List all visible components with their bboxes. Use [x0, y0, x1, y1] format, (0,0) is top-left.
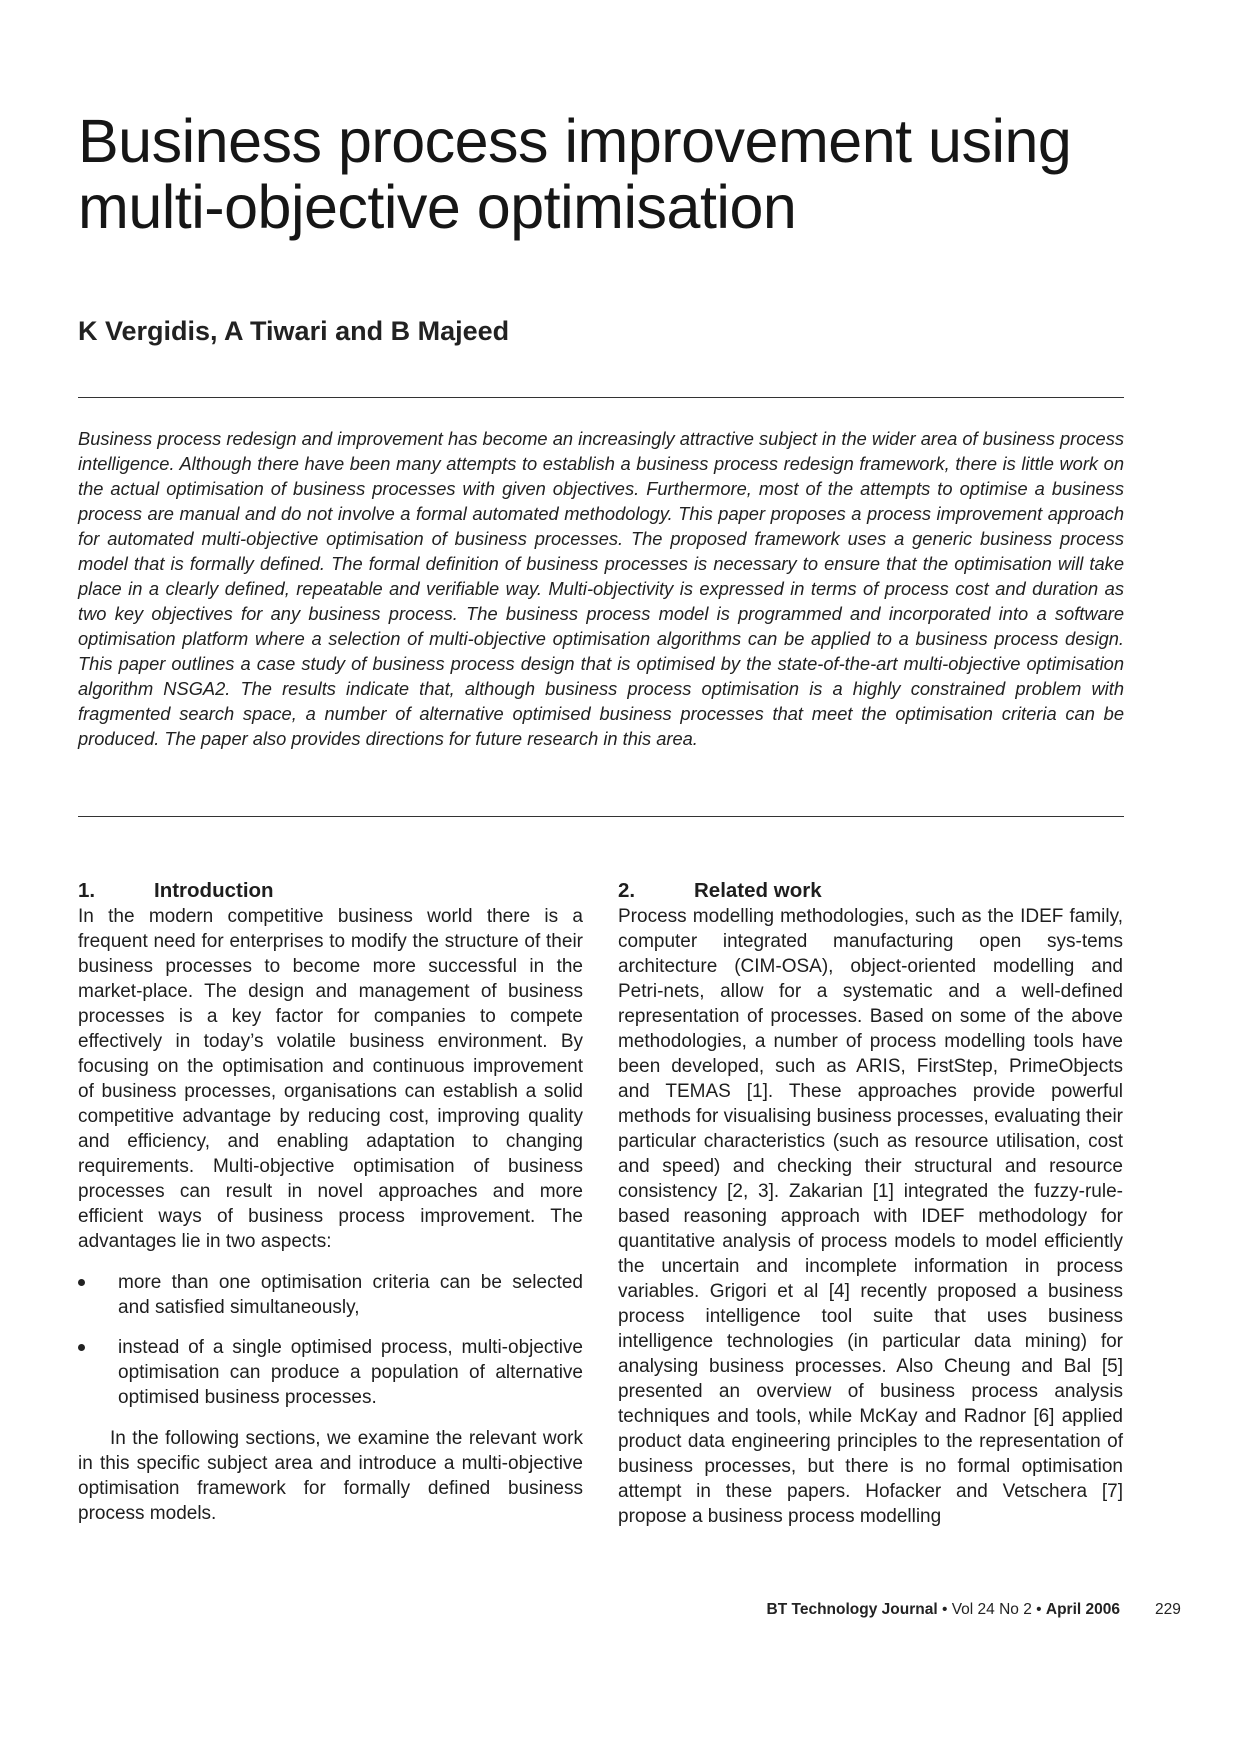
journal-volume: Vol 24 No 2	[951, 1601, 1032, 1618]
journal-name: BT Technology Journal	[766, 1601, 938, 1618]
section-heading-introduction	[78, 878, 583, 904]
authors: K Vergidis, A Tiwari and B Majeed	[78, 316, 510, 346]
section-title: Introduction	[154, 879, 274, 902]
list-item	[78, 1270, 583, 1320]
related-work-paragraph-1: Process modelling methodologies, such as the IDEF family, computer integrated manufacturing open sys-tems architecture (CIM-OSA), object-oriented modelling and Petri-nets, allow for a systematic and a well-defined representation of processes. Based on some of the above methodologies, a number of process modelling tools have been developed, such as ARIS, FirstStep, PrimeObjects and TEMAS [1]. These approaches provide powerful methods for visualising business processes, evaluating their particular characteristics (such as resource utilisation, cost and speed) and checking their structural and resource consistency [2, 3]. Zakarian [1] integrated the fuzzy-rule-based reasoning approach with IDEF methodology for quantitative analysis of process models to model efficiently the uncertain and incomplete information in process variables. Grigori et al [4] recently proposed a business process intelligence tool suite that uses business intelligence technologies (in particular data mining) for analysing business processes. Also Cheung and Bal [5] presented an overview of business process analysis techniques and tools, while McKay and Radnor [6] applied product data engineering principles to the representation of business processes, but there is no formal optimisation attempt in these papers. Hofacker and Vetschera [7] propose a business process modelling	[618, 906, 1123, 1527]
journal-footer	[640, 1601, 1120, 1619]
divider-top	[78, 397, 1124, 398]
page-number: 229	[1155, 1601, 1181, 1618]
list-item	[78, 1335, 583, 1410]
title-line-1: Business process improvement using	[78, 107, 1072, 175]
title-line-2: multi-objective optimisation	[78, 173, 797, 241]
bullet-icon	[78, 1279, 85, 1286]
paper-title	[78, 108, 1118, 240]
left-column	[78, 878, 583, 1526]
section-number: 2.	[618, 879, 636, 902]
section-heading-related-work	[618, 878, 1123, 904]
journal-date: April 2006	[1045, 1601, 1120, 1618]
advantages-list	[78, 1270, 583, 1410]
list-item-text: instead of a single optimised process, multi-objective optimisation can produce a population of alternative optimised business processes.	[118, 1337, 583, 1408]
right-column	[618, 878, 1123, 1529]
section-title: Related work	[694, 879, 822, 902]
footer-separator: •	[937, 1601, 952, 1618]
footer-separator: •	[1031, 1601, 1046, 1618]
bullet-icon	[78, 1344, 85, 1351]
divider-bottom	[78, 816, 1124, 817]
section-number: 1.	[78, 879, 96, 902]
intro-paragraph-1: In the modern competitive business world there is a frequent need for enterprises to modify the structure of their business processes to become more successful in the market-place. The design and management of business processes is a key factor for companies to compete effectively in today’s volatile business environment. By focusing on the optimisation and continuous improvement of business processes, organisations can establish a solid competitive advantage by reducing cost, improving quality and efficiency, and enabling adaptation to changing requirements. Multi-objective optimisation of business processes can result in novel approaches and more efficient ways of business process improvement. The advantages lie in two aspects:	[78, 906, 583, 1252]
abstract: Business process redesign and improvement has become an increasingly attractive subject in the wider area of business process intelligence. Although there have been many attempts to establish a business process redesign framework, there is little work on the actual optimisation of business processes with given objectives. Furthermore, most of the attempts to optimise a business process are manual and do not involve a formal automated methodology. This paper proposes a process improvement approach for automated multi-objective optimisation of business processes. The proposed framework uses a generic business process model that is formally defined. The formal definition of business processes is necessary to ensure that the optimisation will take place in a clearly defined, repeatable and verifiable way. Multi-objectivity is expressed in terms of process cost and duration as two key objectives for any business process. The business process model is programmed and incorporated into a software optimisation platform where a selection of multi-objective optimisation algorithms can be applied to a business process design. This paper outlines a case study of business process design that is optimised by the state-of-the-art multi-objective optimisation algorithm NSGA2. The results indicate that, although business process optimisation is a highly constrained problem with fragmented search space, a number of alternative optimised business processes that meet the optimisation criteria can be produced. The paper also provides directions for future research in this area.	[78, 428, 1124, 749]
list-item-text: more than one optimisation criteria can be selected and satisfied simultaneously,	[118, 1272, 583, 1318]
intro-paragraph-2: In the following sections, we examine the relevant work in this specific subject area and introduce a multi-objective optimisation framework for formally defined business process models.	[78, 1428, 583, 1524]
